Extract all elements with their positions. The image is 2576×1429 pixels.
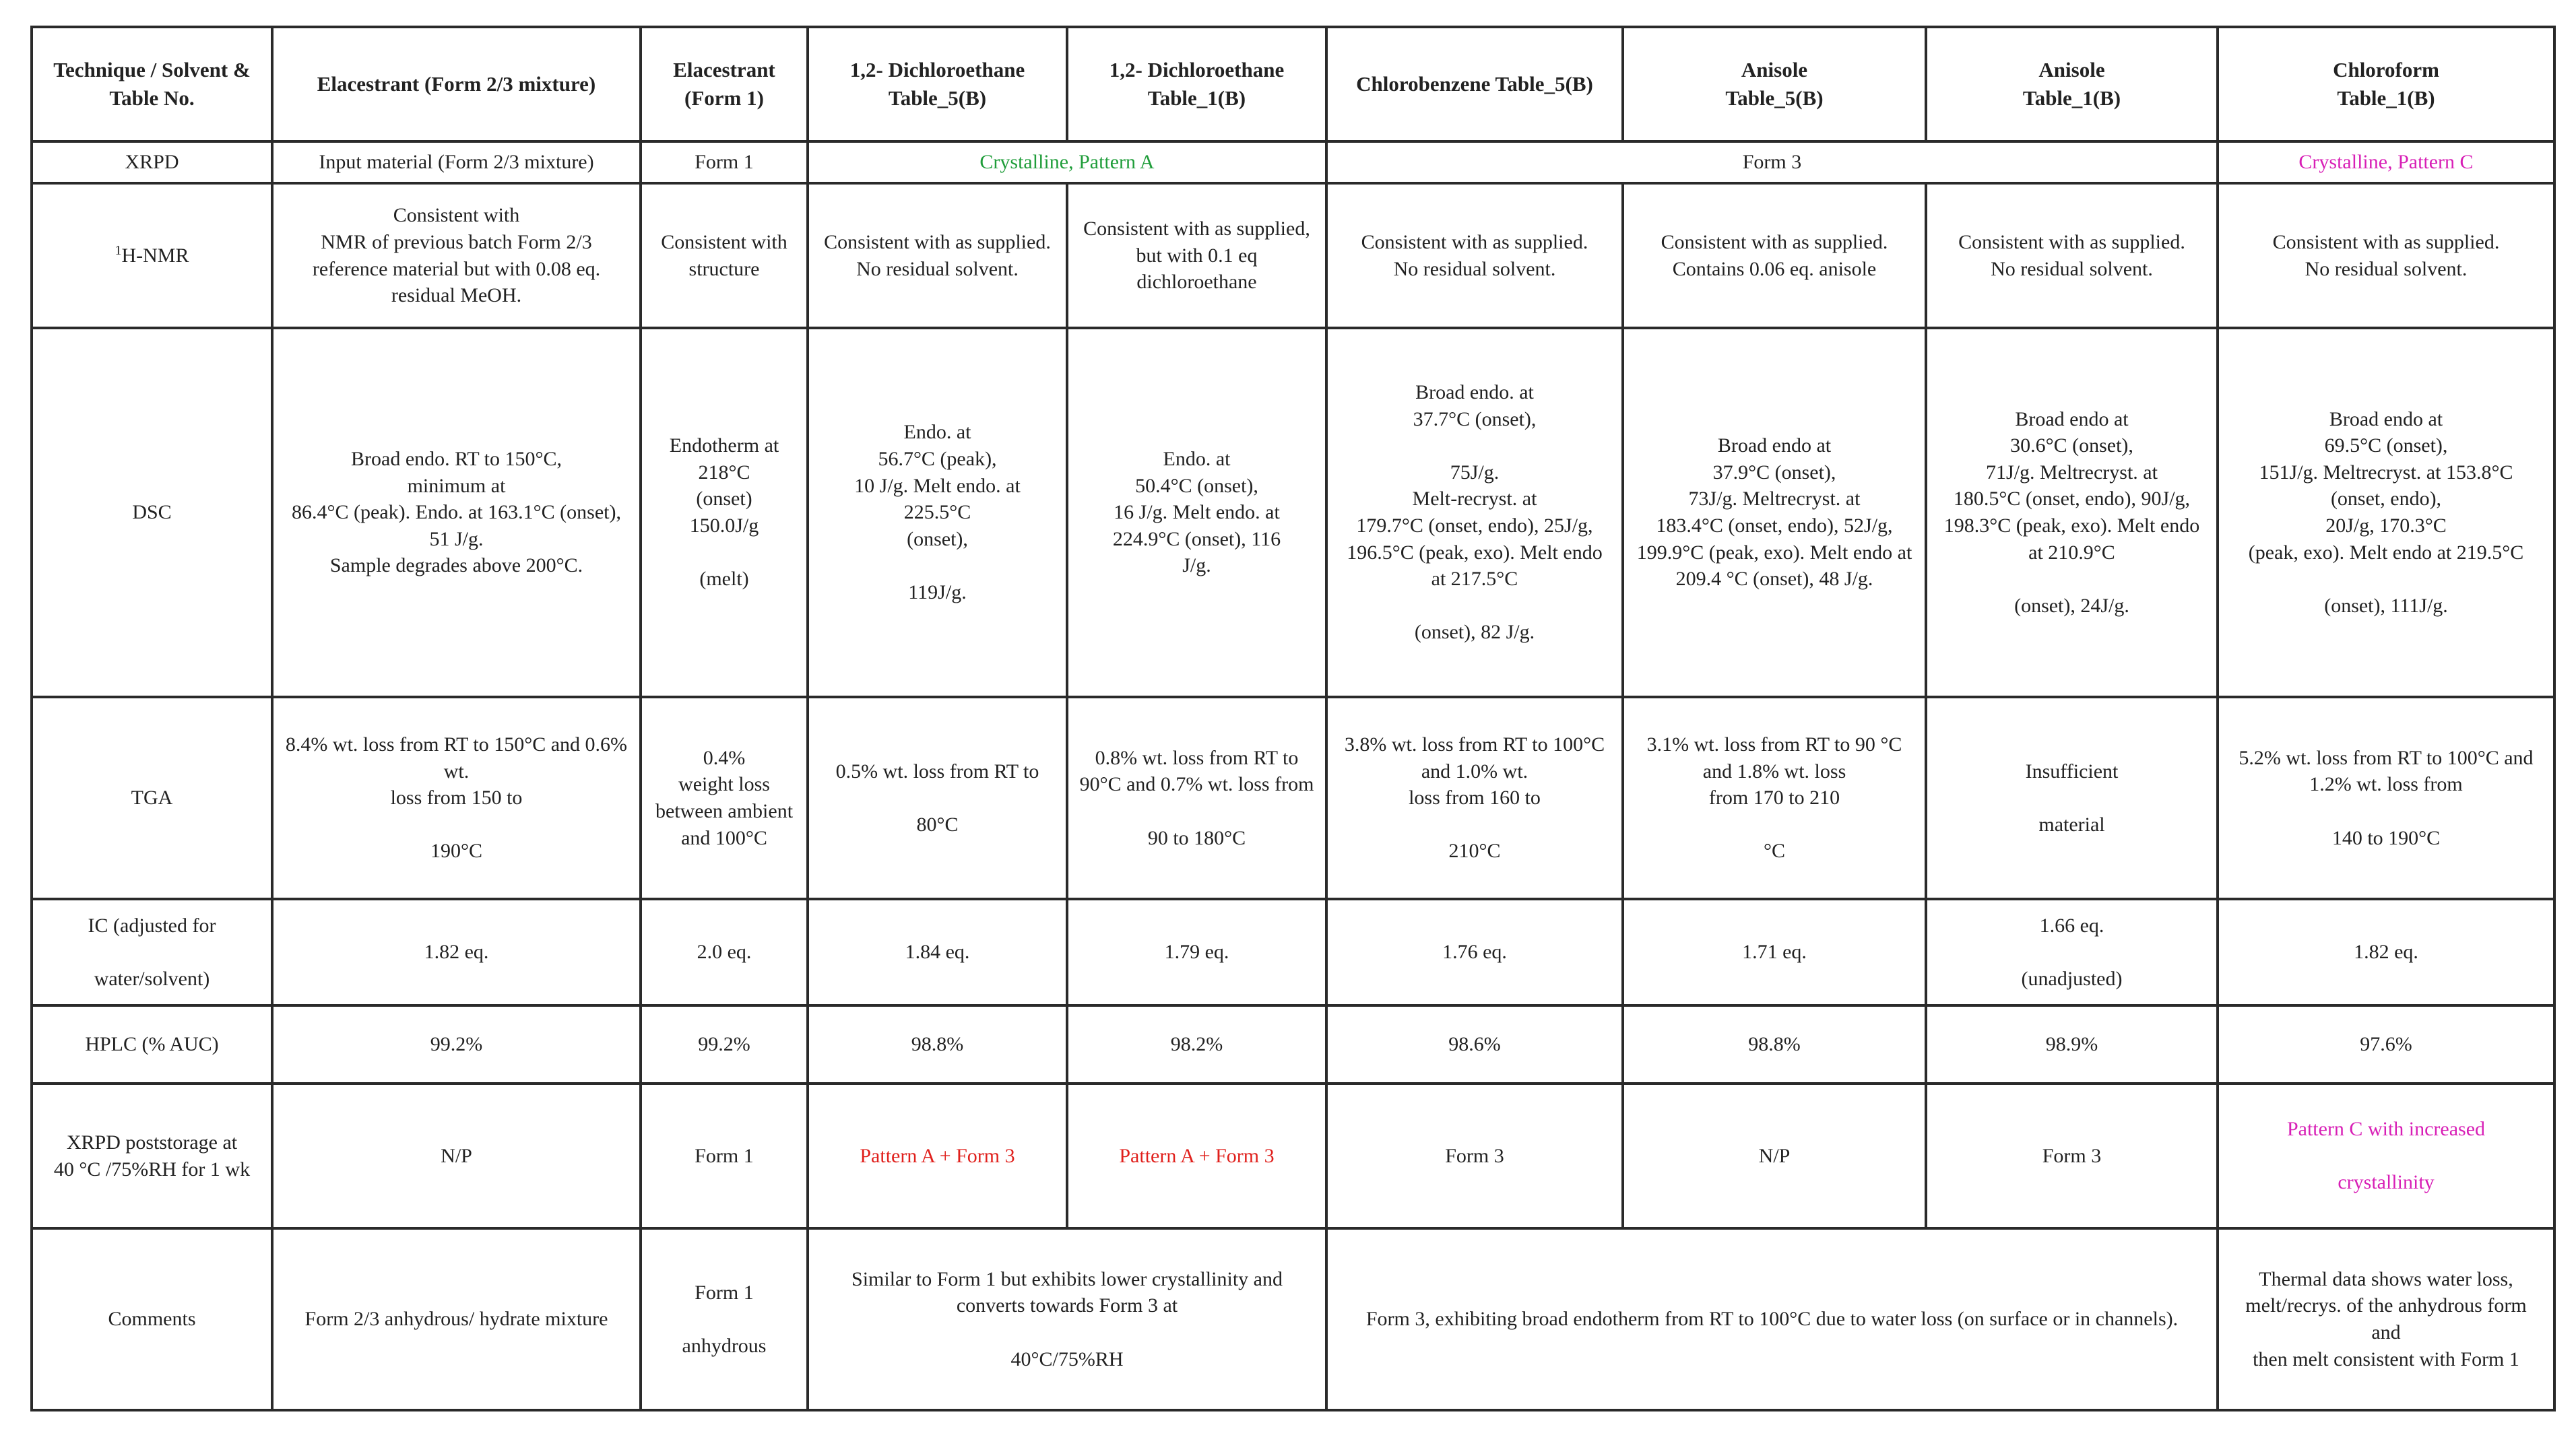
ic-row: [32, 899, 2554, 1005]
hnmr-label-superscript: 1: [115, 242, 122, 258]
hnmr-col8: Consistent with as supplied. No residual solvent.: [2218, 183, 2554, 328]
dsc-col6: Broad endo at 37.9°C (onset), 73J/g. Meltrecryst. at 183.4°C (onset, endo), 52J/g, 199.9°C (peak, exo). Melt endo at 209.4 °C (onset), 48 J/g.: [1623, 328, 1926, 697]
comments-col8: Thermal data shows water loss, melt/recrys. of the anhydrous form and then melt consistent with Form 1: [2218, 1228, 2554, 1410]
hnmr-col6: Consistent with as supplied. Contains 0.06 eq. anisole: [1623, 183, 1926, 328]
ic-col7: 1.66 eq. (unadjusted): [1926, 899, 2218, 1005]
xrpd-col5-7: Form 3: [1326, 141, 2218, 183]
xrpd-col3-4: Crystalline, Pattern A: [808, 141, 1326, 183]
dsc-col5: Broad endo. at 37.7°C (onset), 75J/g. Melt-recryst. at 179.7°C (onset, endo), 25J/g, 196.5°C (peak, exo). Melt endo at 217.5°C (onset), 82 J/g.: [1326, 328, 1623, 697]
tga-col4: 0.8% wt. loss from RT to 90°C and 0.7% wt. loss from 90 to 180°C: [1067, 697, 1326, 899]
hnmr-label-cell: [32, 183, 272, 328]
header-anisole-1b: Anisole Table_1(B): [1926, 27, 2218, 141]
hplc-col1: 99.2%: [272, 1005, 641, 1084]
hplc-col8: 97.6%: [2218, 1005, 2554, 1084]
header-dichloroethane-5b: 1,2- Dichloroethane Table_5(B): [808, 27, 1067, 141]
storage-col1: N/P: [272, 1084, 641, 1228]
hplc-label: HPLC (% AUC): [32, 1005, 272, 1084]
ic-col4: 1.79 eq.: [1067, 899, 1326, 1005]
comments-col5-7: Form 3, exhibiting broad endotherm from RT to 100°C due to water loss (on surface or in channels).: [1326, 1228, 2218, 1410]
comments-col1: Form 2/3 anhydrous/ hydrate mixture: [272, 1228, 641, 1410]
dsc-col3: Endo. at 56.7°C (peak), 10 J/g. Melt endo. at 225.5°C (onset), 119J/g.: [808, 328, 1067, 697]
hnmr-row: [32, 183, 2554, 328]
tga-col6: 3.1% wt. loss from RT to 90 °C and 1.8% wt. loss from 170 to 210 °C: [1623, 697, 1926, 899]
dsc-label: DSC: [32, 328, 272, 697]
tga-col1: 8.4% wt. loss from RT to 150°C and 0.6% wt. loss from 150 to 190°C: [272, 697, 641, 899]
hplc-col7: 98.9%: [1926, 1005, 2218, 1084]
hplc-col3: 98.8%: [808, 1005, 1067, 1084]
ic-col5: 1.76 eq.: [1326, 899, 1623, 1005]
hplc-col2: 99.2%: [641, 1005, 808, 1084]
hnmr-label: H-NMR: [121, 244, 189, 267]
hplc-col6: 98.8%: [1623, 1005, 1926, 1084]
header-dichloroethane-1b: 1,2- Dichloroethane Table_1(B): [1067, 27, 1326, 141]
dsc-col4: Endo. at 50.4°C (onset), 16 J/g. Melt endo. at 224.9°C (onset), 116 J/g.: [1067, 328, 1326, 697]
header-technique: Technique / Solvent & Table No.: [32, 27, 272, 141]
header-chlorobenzene-5b: Chlorobenzene Table_5(B): [1326, 27, 1623, 141]
xrpd-col1: Input material (Form 2/3 mixture): [272, 141, 641, 183]
dsc-col2: Endotherm at 218°C (onset) 150.0J/g (melt): [641, 328, 808, 697]
storage-col6: N/P: [1623, 1084, 1926, 1228]
xrpd-col8: Crystalline, Pattern C: [2218, 141, 2554, 183]
ic-col8: 1.82 eq.: [2218, 899, 2554, 1005]
header-chloroform-1b: Chloroform Table_1(B): [2218, 27, 2554, 141]
storage-col7: Form 3: [1926, 1084, 2218, 1228]
xrpd-row: [32, 141, 2554, 183]
hnmr-col4: Consistent with as supplied, but with 0.1 eq dichloroethane: [1067, 183, 1326, 328]
dsc-row: [32, 328, 2554, 697]
dsc-col8: Broad endo at 69.5°C (onset), 151J/g. Meltrecryst. at 153.8°C (onset, endo), 20J/g, 170.3°C (peak, exo). Melt endo at 219.5°C (onset), 111J/g.: [2218, 328, 2554, 697]
tga-row: [32, 697, 2554, 899]
ic-label: IC (adjusted for water/solvent): [32, 899, 272, 1005]
tga-col2: 0.4% weight loss between ambient and 100°C: [641, 697, 808, 899]
storage-col4: Pattern A + Form 3: [1067, 1084, 1326, 1228]
hplc-col5: 98.6%: [1326, 1005, 1623, 1084]
xrpd-label: XRPD: [32, 141, 272, 183]
hnmr-col3: Consistent with as supplied. No residual solvent.: [808, 183, 1067, 328]
results-table: [30, 26, 2556, 1411]
xrpd-storage-row: [32, 1084, 2554, 1228]
xrpd-col2: Form 1: [641, 141, 808, 183]
ic-col3: 1.84 eq.: [808, 899, 1067, 1005]
dsc-col7: Broad endo at 30.6°C (onset), 71J/g. Meltrecryst. at 180.5°C (onset, endo), 90J/g, 198.3°C (peak, exo). Melt endo at 210.9°C (onset), 24J/g.: [1926, 328, 2218, 697]
comments-col2: Form 1 anhydrous: [641, 1228, 808, 1410]
storage-col3: Pattern A + Form 3: [808, 1084, 1067, 1228]
hnmr-col1: Consistent with NMR of previous batch Form 2/3 reference material but with 0.08 eq. residual MeOH.: [272, 183, 641, 328]
storage-col5: Form 3: [1326, 1084, 1623, 1228]
ic-col2: 2.0 eq.: [641, 899, 808, 1005]
tga-col5: 3.8% wt. loss from RT to 100°C and 1.0% wt. loss from 160 to 210°C: [1326, 697, 1623, 899]
header-elacestrant-form23: Elacestrant (Form 2/3 mixture): [272, 27, 641, 141]
tga-col7: Insufficient material: [1926, 697, 2218, 899]
tga-col8: 5.2% wt. loss from RT to 100°C and 1.2% wt. loss from 140 to 190°C: [2218, 697, 2554, 899]
hnmr-col5: Consistent with as supplied. No residual solvent.: [1326, 183, 1623, 328]
header-row: [32, 27, 2554, 141]
tga-label: TGA: [32, 697, 272, 899]
hplc-row: [32, 1005, 2554, 1084]
storage-col2: Form 1: [641, 1084, 808, 1228]
header-anisole-5b: Anisole Table_5(B): [1623, 27, 1926, 141]
hnmr-col2: Consistent with structure: [641, 183, 808, 328]
hnmr-col7: Consistent with as supplied. No residual solvent.: [1926, 183, 2218, 328]
ic-col1: 1.82 eq.: [272, 899, 641, 1005]
hplc-col4: 98.2%: [1067, 1005, 1326, 1084]
dsc-col1: Broad endo. RT to 150°C, minimum at 86.4°C (peak). Endo. at 163.1°C (onset), 51 J/g. Sample degrades above 200°C.: [272, 328, 641, 697]
storage-label: XRPD poststorage at 40 °C /75%RH for 1 wk: [32, 1084, 272, 1228]
ic-col6: 1.71 eq.: [1623, 899, 1926, 1005]
comments-row: [32, 1228, 2554, 1410]
comments-label: Comments: [32, 1228, 272, 1410]
tga-col3: 0.5% wt. loss from RT to 80°C: [808, 697, 1067, 899]
header-elacestrant-form1: Elacestrant (Form 1): [641, 27, 808, 141]
storage-col8: Pattern C with increased crystallinity: [2218, 1084, 2554, 1228]
comments-col3-4: Similar to Form 1 but exhibits lower crystallinity and converts towards Form 3 at 40°C/75%RH: [808, 1228, 1326, 1410]
